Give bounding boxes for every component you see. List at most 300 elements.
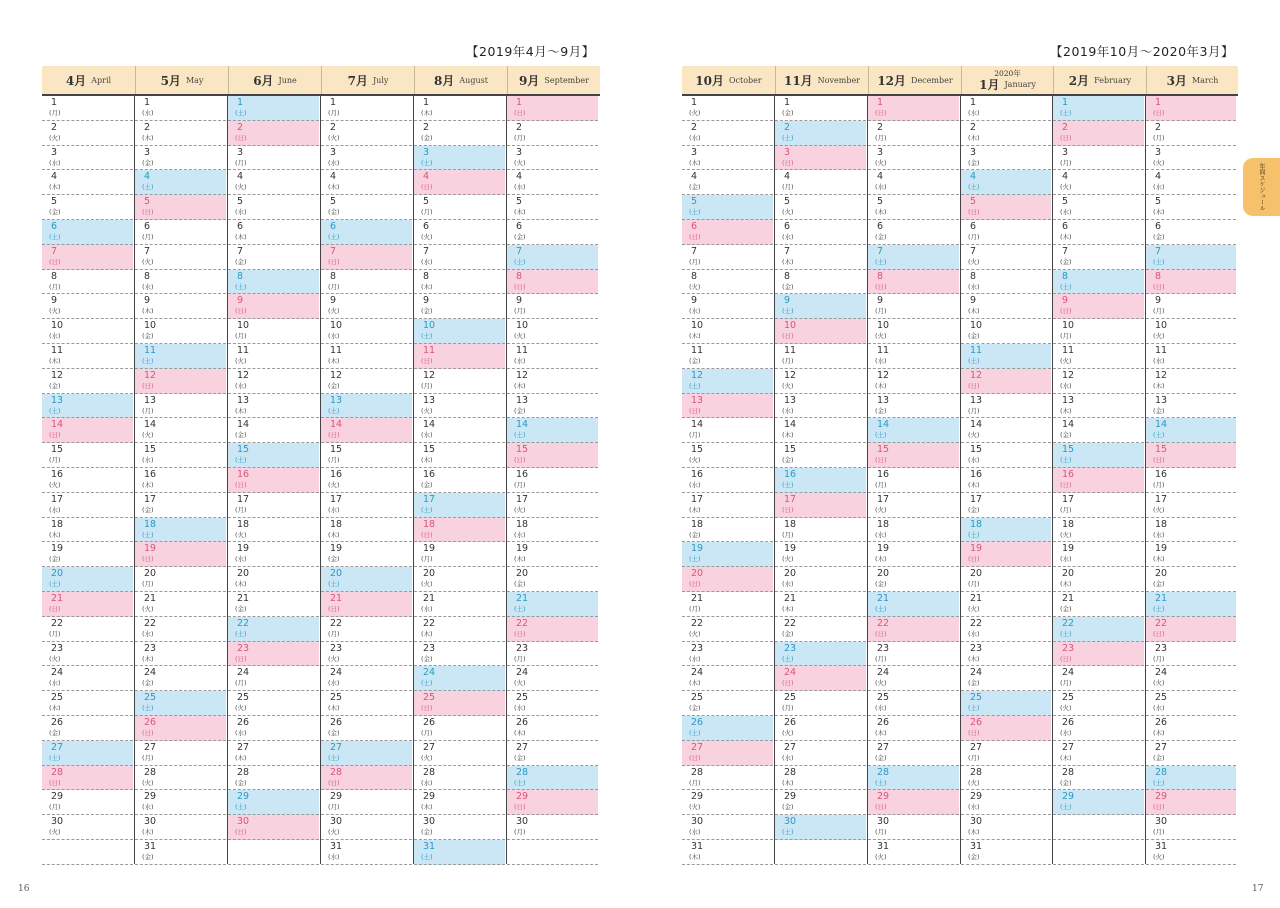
day-cell[interactable] [42,245,133,270]
day-cell[interactable] [42,766,133,791]
day-cell[interactable] [135,518,226,543]
day-cell[interactable] [961,418,1051,443]
day-cell[interactable] [321,617,412,642]
day-cell[interactable] [1146,493,1236,518]
day-cell[interactable] [228,170,319,195]
day-cell[interactable] [135,443,226,468]
day-cell[interactable] [961,518,1051,543]
day-cell[interactable] [507,170,598,195]
day-cell[interactable] [682,666,773,691]
day-cell[interactable] [321,369,412,394]
day-cell[interactable] [775,369,866,394]
day-cell[interactable] [321,468,412,493]
day-cell[interactable] [682,443,773,468]
day-cell[interactable] [775,567,866,592]
day-cell[interactable] [228,245,319,270]
day-cell[interactable] [228,592,319,617]
day-cell[interactable] [1053,443,1144,468]
day-cell[interactable] [414,121,505,146]
day-cell[interactable] [682,96,773,121]
day-cell[interactable] [682,369,773,394]
day-cell[interactable] [775,146,866,171]
day-cell[interactable] [507,691,598,716]
day-cell[interactable] [961,790,1051,815]
day-cell[interactable] [775,294,866,319]
day-cell[interactable] [321,195,412,220]
day-cell[interactable] [868,493,959,518]
day-cell[interactable] [507,418,598,443]
day-cell[interactable] [1053,691,1144,716]
day-cell[interactable] [321,418,412,443]
day-cell[interactable] [42,170,133,195]
day-cell[interactable] [42,344,133,369]
day-cell[interactable] [414,542,505,567]
day-cell[interactable] [961,716,1051,741]
day-cell[interactable] [42,716,133,741]
day-cell[interactable] [682,319,773,344]
day-cell[interactable] [682,741,773,766]
day-cell[interactable] [1146,518,1236,543]
day-cell[interactable] [507,146,598,171]
day-cell[interactable] [507,493,598,518]
day-cell[interactable] [42,443,133,468]
day-cell[interactable] [135,468,226,493]
day-cell[interactable] [414,195,505,220]
day-cell[interactable] [228,418,319,443]
day-cell[interactable] [135,344,226,369]
day-cell[interactable] [414,493,505,518]
day-cell[interactable] [228,468,319,493]
day-cell[interactable] [1053,493,1144,518]
day-cell[interactable] [321,220,412,245]
day-cell[interactable] [775,666,866,691]
day-cell[interactable] [1146,294,1236,319]
day-cell[interactable] [1146,418,1236,443]
day-cell[interactable] [135,96,226,121]
day-cell[interactable] [42,642,133,667]
day-cell[interactable] [775,815,866,840]
day-cell[interactable] [414,319,505,344]
day-cell[interactable] [507,766,598,791]
day-cell[interactable] [1053,592,1144,617]
day-cell[interactable] [1146,741,1236,766]
day-cell[interactable] [1146,840,1236,865]
day-cell[interactable] [682,642,773,667]
day-cell[interactable] [775,245,866,270]
day-cell[interactable] [868,592,959,617]
day-cell[interactable] [228,220,319,245]
day-cell[interactable] [42,394,133,419]
day-cell[interactable] [507,443,598,468]
day-cell[interactable] [775,443,866,468]
day-cell[interactable] [1053,567,1144,592]
day-cell[interactable] [775,96,866,121]
day-cell[interactable] [42,542,133,567]
day-cell[interactable] [135,146,226,171]
day-cell[interactable] [868,220,959,245]
day-cell[interactable] [321,270,412,295]
day-cell[interactable] [414,815,505,840]
day-cell[interactable] [42,220,133,245]
day-cell[interactable] [42,369,133,394]
day-cell[interactable] [775,344,866,369]
day-cell[interactable] [321,815,412,840]
day-cell[interactable] [682,468,773,493]
day-cell[interactable] [228,815,319,840]
day-cell[interactable] [775,121,866,146]
day-cell[interactable] [682,270,773,295]
day-cell[interactable] [228,567,319,592]
day-cell[interactable] [1053,394,1144,419]
day-cell[interactable] [228,642,319,667]
day-cell[interactable] [135,542,226,567]
day-cell[interactable] [961,394,1051,419]
day-cell[interactable] [961,741,1051,766]
day-cell[interactable] [868,443,959,468]
day-cell[interactable] [775,642,866,667]
day-cell[interactable] [1053,319,1144,344]
day-cell[interactable] [42,319,133,344]
day-cell[interactable] [507,815,598,840]
day-cell[interactable] [961,840,1051,865]
day-cell[interactable] [321,96,412,121]
day-cell[interactable] [1146,542,1236,567]
day-cell[interactable] [868,567,959,592]
day-cell[interactable] [961,666,1051,691]
day-cell[interactable] [682,418,773,443]
day-cell[interactable] [321,344,412,369]
day-cell[interactable] [775,542,866,567]
day-cell[interactable] [1146,815,1236,840]
day-cell[interactable] [868,815,959,840]
day-cell[interactable] [868,666,959,691]
day-cell[interactable] [414,518,505,543]
day-cell[interactable] [507,468,598,493]
day-cell[interactable] [321,443,412,468]
day-cell[interactable] [321,518,412,543]
day-cell[interactable] [228,691,319,716]
day-cell[interactable] [507,518,598,543]
day-cell[interactable] [961,617,1051,642]
day-cell[interactable] [961,170,1051,195]
day-cell[interactable] [1146,716,1236,741]
day-cell[interactable] [961,369,1051,394]
day-cell[interactable] [42,592,133,617]
day-cell[interactable] [321,146,412,171]
day-cell[interactable] [321,567,412,592]
day-cell[interactable] [682,815,773,840]
day-cell[interactable] [682,195,773,220]
day-cell[interactable] [1146,691,1236,716]
day-cell[interactable] [682,518,773,543]
day-cell[interactable] [321,394,412,419]
day-cell[interactable] [321,840,412,865]
day-cell[interactable] [1146,121,1236,146]
day-cell[interactable] [775,468,866,493]
day-cell[interactable] [135,319,226,344]
day-cell[interactable] [42,121,133,146]
day-cell[interactable] [868,369,959,394]
day-cell[interactable] [775,195,866,220]
day-cell[interactable] [775,741,866,766]
day-cell[interactable] [1146,195,1236,220]
day-cell[interactable] [42,493,133,518]
day-cell[interactable] [414,592,505,617]
day-cell[interactable] [414,567,505,592]
day-cell[interactable] [1053,170,1144,195]
day-cell[interactable] [42,666,133,691]
day-cell[interactable] [135,766,226,791]
day-cell[interactable] [135,121,226,146]
day-cell[interactable] [682,170,773,195]
day-cell[interactable] [414,617,505,642]
day-cell[interactable] [682,344,773,369]
day-cell[interactable] [135,493,226,518]
day-cell[interactable] [1146,642,1236,667]
day-cell[interactable] [868,394,959,419]
day-cell[interactable] [1053,468,1144,493]
day-cell[interactable] [507,220,598,245]
day-cell[interactable] [321,170,412,195]
day-cell[interactable] [775,319,866,344]
day-cell[interactable] [868,146,959,171]
day-cell[interactable] [1146,567,1236,592]
day-cell[interactable] [42,146,133,171]
day-cell[interactable] [42,96,133,121]
day-cell[interactable] [682,220,773,245]
day-cell[interactable] [868,195,959,220]
day-cell[interactable] [961,542,1051,567]
day-cell[interactable] [682,716,773,741]
day-cell[interactable] [228,121,319,146]
day-cell[interactable] [414,344,505,369]
day-cell[interactable] [961,567,1051,592]
day-cell[interactable] [961,642,1051,667]
day-cell[interactable] [135,617,226,642]
day-cell[interactable] [135,418,226,443]
day-cell[interactable] [961,691,1051,716]
section-index-tab[interactable] [1243,158,1280,216]
day-cell[interactable] [135,195,226,220]
day-cell[interactable] [321,790,412,815]
day-cell[interactable] [682,766,773,791]
day-cell[interactable] [135,270,226,295]
day-cell[interactable] [868,518,959,543]
day-cell[interactable] [414,443,505,468]
day-cell[interactable] [1053,542,1144,567]
day-cell[interactable] [775,790,866,815]
day-cell[interactable] [507,617,598,642]
day-cell[interactable] [775,220,866,245]
day-cell[interactable] [135,567,226,592]
day-cell[interactable] [135,666,226,691]
day-cell[interactable] [414,270,505,295]
day-cell[interactable] [321,493,412,518]
day-cell[interactable] [961,96,1051,121]
day-cell[interactable] [1146,666,1236,691]
day-cell[interactable] [775,270,866,295]
day-cell[interactable] [507,270,598,295]
day-cell[interactable] [414,146,505,171]
day-cell[interactable] [1053,96,1144,121]
day-cell[interactable] [868,790,959,815]
day-cell[interactable] [507,369,598,394]
day-cell[interactable] [1146,617,1236,642]
day-cell[interactable] [775,418,866,443]
day-cell[interactable] [135,220,226,245]
day-cell[interactable] [414,666,505,691]
day-cell[interactable] [868,691,959,716]
day-cell[interactable] [507,741,598,766]
day-cell[interactable] [321,319,412,344]
day-cell[interactable] [682,592,773,617]
day-cell[interactable] [228,270,319,295]
day-cell[interactable] [507,319,598,344]
day-cell[interactable] [682,294,773,319]
day-cell[interactable] [135,815,226,840]
day-cell[interactable] [321,121,412,146]
day-cell[interactable] [775,691,866,716]
day-cell[interactable] [868,245,959,270]
day-cell[interactable] [507,567,598,592]
day-cell[interactable] [135,741,226,766]
day-cell[interactable] [868,319,959,344]
day-cell[interactable] [321,294,412,319]
day-cell[interactable] [414,294,505,319]
day-cell[interactable] [228,195,319,220]
day-cell[interactable] [1053,716,1144,741]
day-cell[interactable] [42,270,133,295]
day-cell[interactable] [868,542,959,567]
day-cell[interactable] [868,642,959,667]
day-cell[interactable] [135,245,226,270]
day-cell[interactable] [414,220,505,245]
day-cell[interactable] [1053,121,1144,146]
day-cell[interactable] [775,518,866,543]
day-cell[interactable] [1146,146,1236,171]
day-cell[interactable] [1053,741,1144,766]
day-cell[interactable] [414,369,505,394]
day-cell[interactable] [507,121,598,146]
day-cell[interactable] [228,617,319,642]
day-cell[interactable] [135,369,226,394]
day-cell[interactable] [1053,146,1144,171]
day-cell[interactable] [228,369,319,394]
day-cell[interactable] [507,642,598,667]
day-cell[interactable] [414,468,505,493]
day-cell[interactable] [775,716,866,741]
day-cell[interactable] [414,96,505,121]
day-cell[interactable] [682,790,773,815]
day-cell[interactable] [1146,96,1236,121]
day-cell[interactable] [228,344,319,369]
day-cell[interactable] [228,443,319,468]
day-cell[interactable] [135,790,226,815]
day-cell[interactable] [42,741,133,766]
day-cell[interactable] [135,840,226,865]
day-cell[interactable] [507,96,598,121]
day-cell[interactable] [682,840,773,865]
day-cell[interactable] [321,766,412,791]
day-cell[interactable] [775,766,866,791]
day-cell[interactable] [507,716,598,741]
day-cell[interactable] [1146,394,1236,419]
day-cell[interactable] [961,592,1051,617]
day-cell[interactable] [961,344,1051,369]
day-cell[interactable] [507,344,598,369]
day-cell[interactable] [321,642,412,667]
day-cell[interactable] [321,741,412,766]
day-cell[interactable] [868,294,959,319]
day-cell[interactable] [1053,344,1144,369]
day-cell[interactable] [228,666,319,691]
day-cell[interactable] [868,344,959,369]
day-cell[interactable] [228,790,319,815]
day-cell[interactable] [1146,270,1236,295]
day-cell[interactable] [868,270,959,295]
day-cell[interactable] [42,418,133,443]
day-cell[interactable] [682,567,773,592]
day-cell[interactable] [961,493,1051,518]
day-cell[interactable] [228,741,319,766]
day-cell[interactable] [42,518,133,543]
day-cell[interactable] [228,716,319,741]
day-cell[interactable] [1146,369,1236,394]
day-cell[interactable] [682,493,773,518]
day-cell[interactable] [1146,766,1236,791]
day-cell[interactable] [414,840,505,865]
day-cell[interactable] [682,121,773,146]
day-cell[interactable] [507,294,598,319]
day-cell[interactable] [414,716,505,741]
day-cell[interactable] [1146,344,1236,369]
day-cell[interactable] [775,493,866,518]
day-cell[interactable] [42,195,133,220]
day-cell[interactable] [228,146,319,171]
day-cell[interactable] [228,96,319,121]
day-cell[interactable] [414,691,505,716]
day-cell[interactable] [1053,195,1144,220]
day-cell[interactable] [414,170,505,195]
day-cell[interactable] [1146,220,1236,245]
day-cell[interactable] [321,666,412,691]
day-cell[interactable] [1146,592,1236,617]
day-cell[interactable] [414,790,505,815]
day-cell[interactable] [507,666,598,691]
day-cell[interactable] [42,815,133,840]
day-cell[interactable] [868,716,959,741]
day-cell[interactable] [961,121,1051,146]
day-cell[interactable] [868,121,959,146]
day-cell[interactable] [1146,443,1236,468]
day-cell[interactable] [1146,245,1236,270]
day-cell[interactable] [228,294,319,319]
day-cell[interactable] [414,766,505,791]
day-cell[interactable] [507,592,598,617]
day-cell[interactable] [868,170,959,195]
day-cell[interactable] [414,394,505,419]
day-cell[interactable] [961,294,1051,319]
day-cell[interactable] [961,468,1051,493]
day-cell[interactable] [1053,270,1144,295]
day-cell[interactable] [42,691,133,716]
day-cell[interactable] [414,642,505,667]
day-cell[interactable] [682,542,773,567]
day-cell[interactable] [228,493,319,518]
day-cell[interactable] [775,170,866,195]
day-cell[interactable] [1146,468,1236,493]
day-cell[interactable] [1053,220,1144,245]
